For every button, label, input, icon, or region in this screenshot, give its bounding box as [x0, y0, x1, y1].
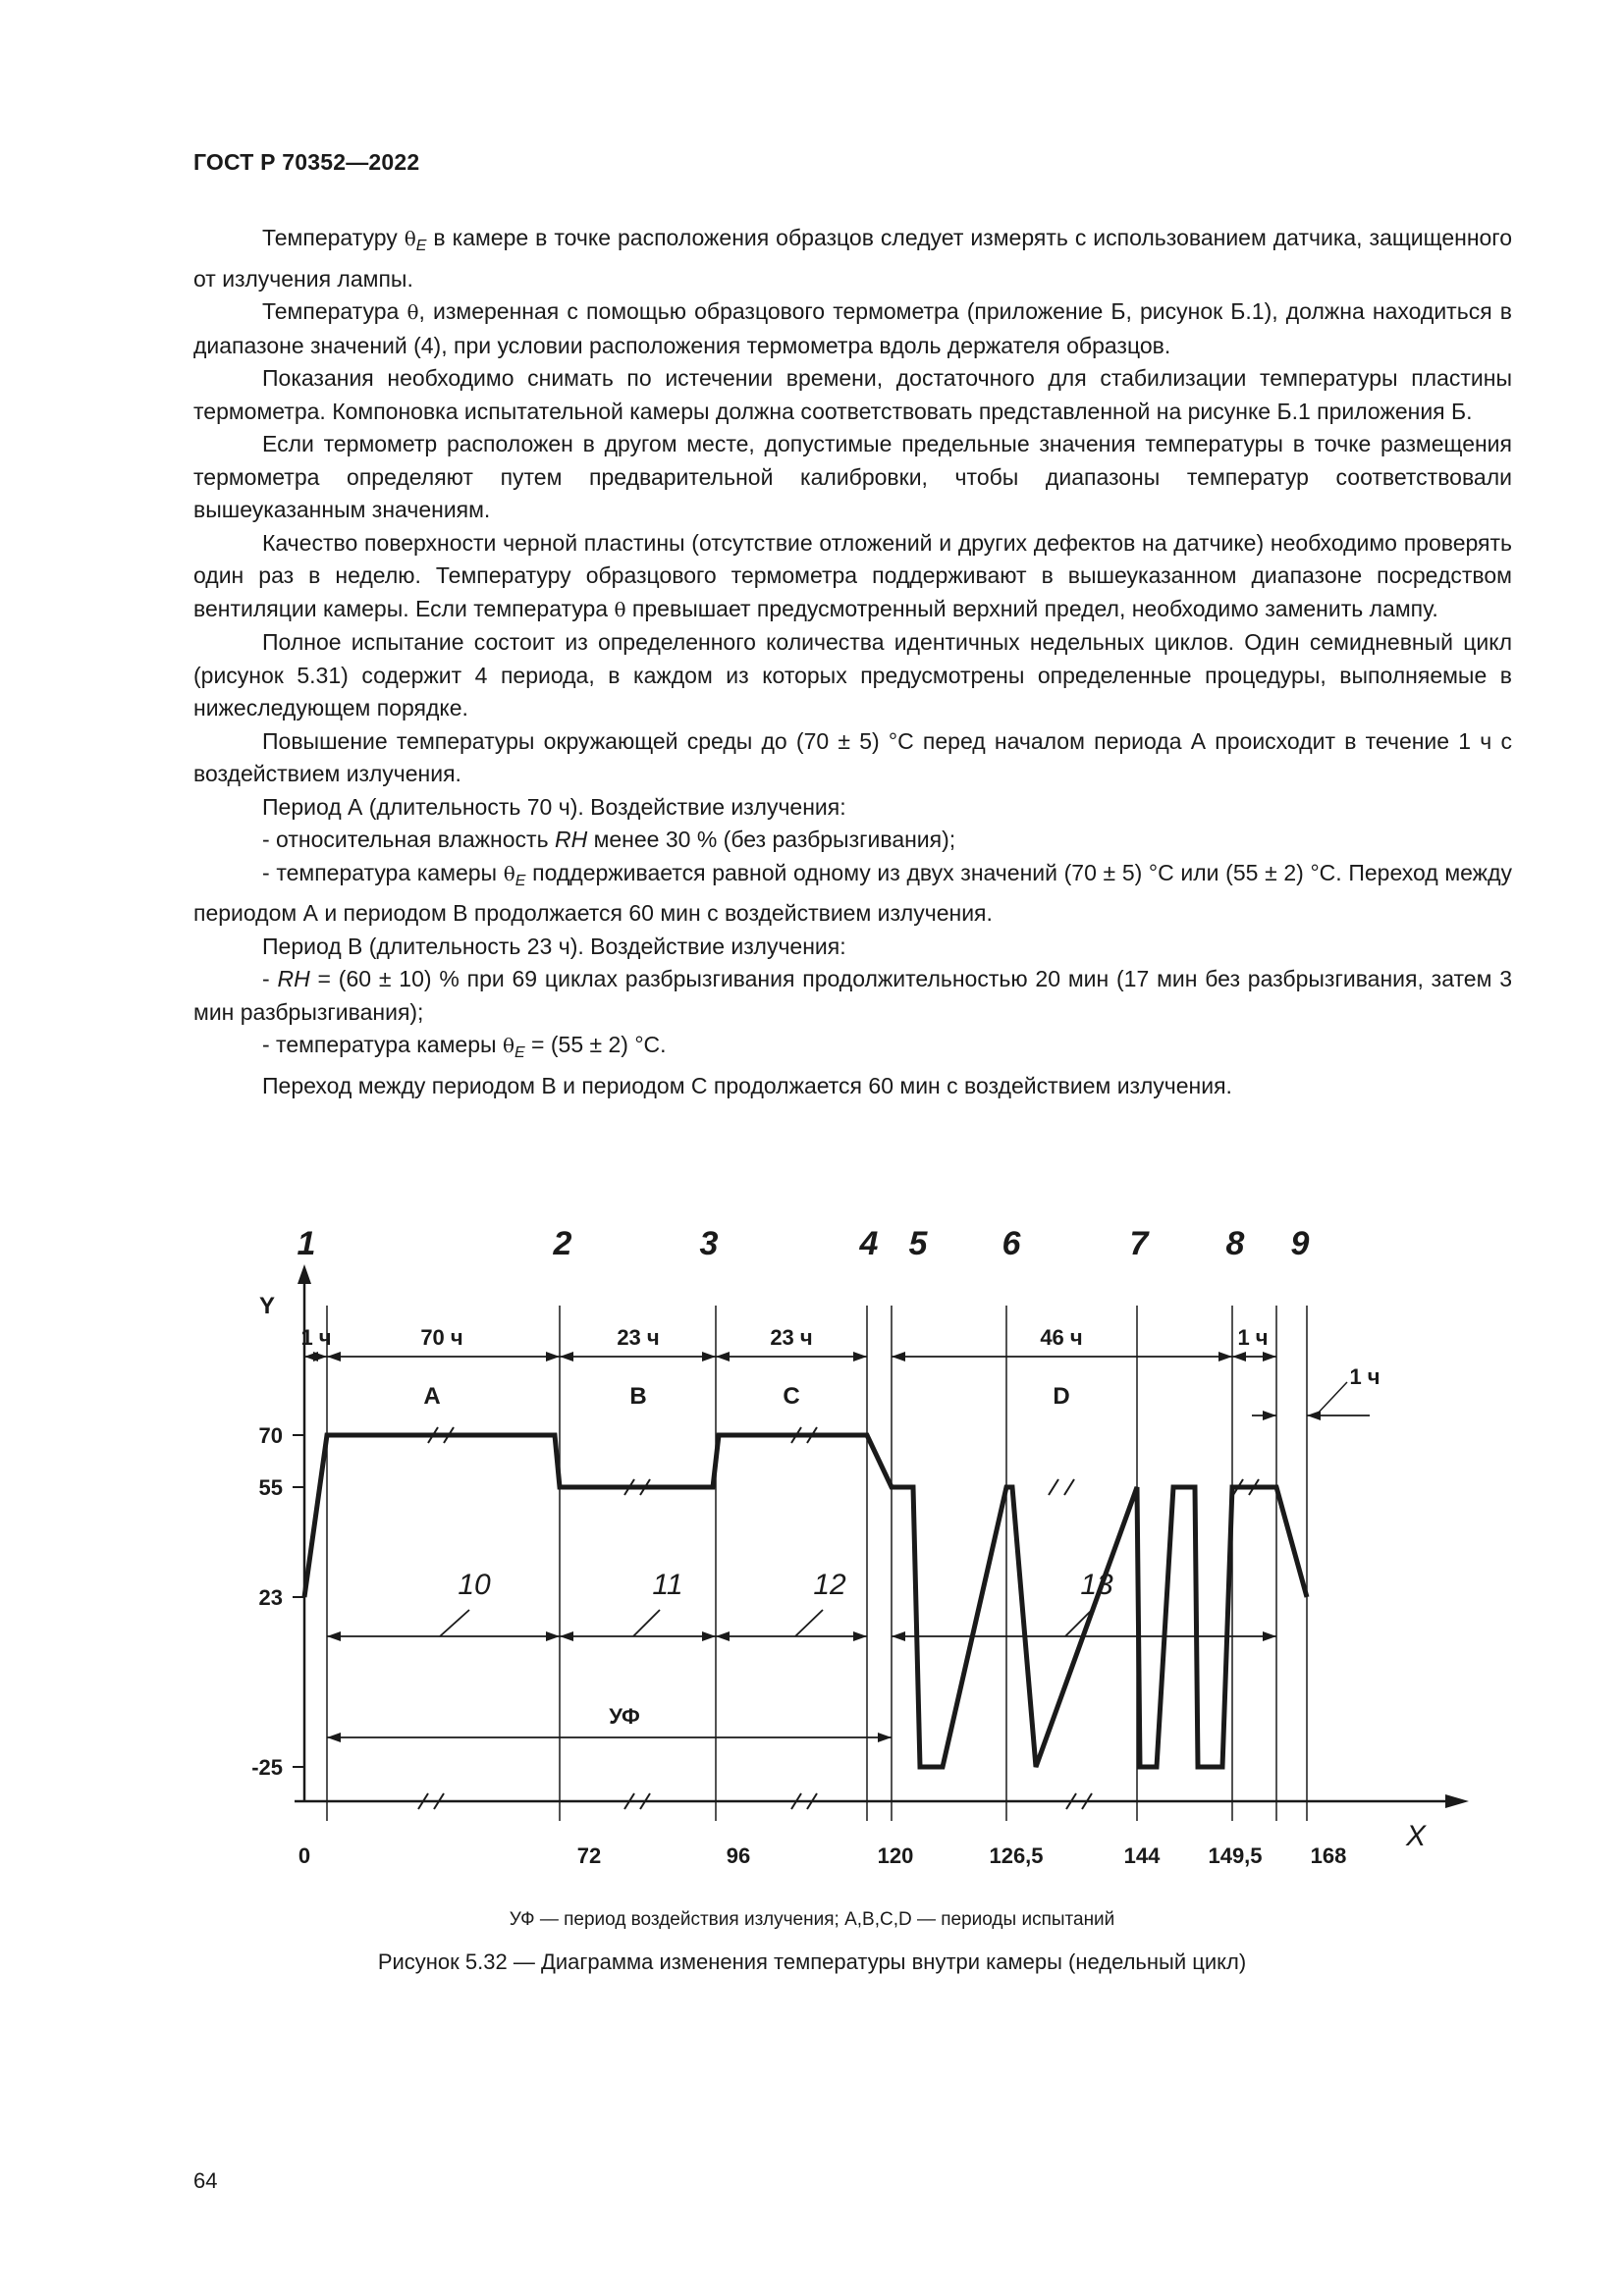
paragraph-text: в камере в точке расположения образцов следует измерять с использованием датчика, защищенного от излучения лампы. — [193, 225, 1512, 292]
body-text — [193, 222, 1512, 1102]
paragraph-text: Качество поверхности черной пластины (отсутствие отложений и других дефектов на датчике) необходимо проверять один раз в неделю. Температуру образцового термометра поддерживают в вышеуказанном диапазоне посредством вентиляции камеры. Если температура — [193, 529, 1512, 621]
duration-label: 23 ч — [770, 1325, 813, 1350]
paragraph — [193, 362, 1512, 428]
paragraph-text: Температуру — [262, 225, 405, 250]
marker-label: 2 — [553, 1225, 572, 1262]
paragraph — [193, 963, 1512, 1029]
y-tick-label: 55 — [258, 1475, 283, 1500]
callout-label: 11 — [652, 1569, 683, 1601]
figure-caption: Рисунок 5.32 — Диаграмма изменения температуры внутри камеры (недельный цикл) — [377, 1949, 1247, 1974]
period-label: D — [1053, 1383, 1070, 1410]
range-arrow-left — [892, 1631, 905, 1641]
duration-arrow-left — [560, 1352, 573, 1362]
temperature-line — [304, 1435, 1307, 1767]
uv-arrow-left — [327, 1733, 341, 1742]
duration-label: 70 ч — [420, 1325, 463, 1350]
paragraph — [193, 791, 1512, 825]
duration-arrow-right — [546, 1352, 560, 1362]
callout-leader — [795, 1610, 823, 1636]
curve-break-mark — [1049, 1479, 1058, 1495]
duration-arrow-left — [716, 1352, 730, 1362]
paragraph — [193, 931, 1512, 964]
paragraph-text: Температура — [262, 298, 407, 324]
paragraph-sub: E — [514, 1044, 525, 1061]
paragraph-text: - температура камеры — [262, 1032, 503, 1057]
figure-legend: УФ — период воздействия излучения; А,В,С,D — периоды испытаний — [509, 1909, 1115, 1930]
paragraph-sub: E — [415, 238, 427, 254]
callout-label: 13 — [1080, 1569, 1113, 1601]
paragraph — [193, 295, 1512, 362]
x-tick-label: 72 — [576, 1843, 602, 1868]
paragraph-text: Полное испытание состоит из определенного количества идентичных недельных циклов. Один семидневный цикл (рисунок 5.31) содержит 4 периода, в каждом из которых предусмотрены определенные процедуры, выполняемые в нижеследующем порядке. — [193, 629, 1512, 721]
paragraph-text: Повышение температуры окружающей среды до (70 ± 5) °С перед началом периода А происходит в течение 1 ч с воздействием излучения. — [193, 727, 1512, 786]
paragraph — [193, 428, 1512, 527]
paragraph — [193, 222, 1512, 295]
x-tick-label: 0 — [298, 1843, 311, 1868]
duration-arrow-right — [1218, 1352, 1232, 1362]
marker-label: 1 — [297, 1225, 316, 1262]
paragraph-theta: θ — [503, 861, 515, 885]
figure-temperature-diagram — [0, 1207, 1624, 1934]
marker-label: 7 — [1129, 1225, 1149, 1262]
page-number: 64 — [193, 2168, 218, 2193]
duration-label: 1 ч — [1349, 1364, 1380, 1389]
paragraph-sub: E — [514, 872, 526, 889]
duration-label: 46 ч — [1040, 1325, 1083, 1350]
callout-label: 12 — [813, 1569, 846, 1601]
duration-label: 1 ч — [1237, 1325, 1269, 1350]
range-arrow-left — [327, 1631, 341, 1641]
paragraph-text: Период А (длительность 70 ч). Воздействие излучения: — [262, 793, 846, 820]
x-axis-label: X — [1406, 1820, 1427, 1852]
duration-arrow-left — [892, 1352, 905, 1362]
paragraph — [193, 626, 1512, 725]
callout-leader — [440, 1610, 469, 1636]
paragraph-text: - — [262, 966, 278, 991]
paragraph-i: RH — [554, 827, 588, 852]
duration-label: 1 ч — [300, 1325, 332, 1350]
paragraph-text: Показания необходимо снимать по истечении времени, достаточного для стабилизации температуры пластины термометра. Компоновка испытательной камеры должна соответствовать представленной на рисунке Б.1 приложения Б. — [193, 365, 1512, 424]
paragraph — [193, 857, 1512, 931]
paragraph-text: Переход между периодом В и периодом С продолжается 60 мин с воздействием излучения. — [262, 1072, 1232, 1098]
duration-label: 23 ч — [617, 1325, 660, 1350]
paragraph — [193, 824, 1512, 857]
paragraph-text: = (60 ± 10) % при 69 циклах разбрызгивания продолжительностью 20 мин (17 мин без разбрызгивания, затем 3 мин разбрызгивания); — [193, 966, 1512, 1025]
marker-label: 6 — [1001, 1225, 1021, 1262]
paragraph — [193, 1029, 1512, 1070]
duration-arrow-right — [853, 1352, 867, 1362]
marker-label: 5 — [908, 1225, 928, 1262]
range-arrow-left — [716, 1631, 730, 1641]
callout-label: 10 — [458, 1569, 491, 1601]
paragraph-text: поддерживается равной одному из двух значений (70 ± 5) °С или (55 ± 2) °С. Переход между периодом А и периодом В продолжается 60 мин с воздействием излучения. — [193, 859, 1512, 926]
paragraph-text: = (55 ± 2) °С. — [524, 1032, 667, 1057]
range-arrow-right — [702, 1631, 716, 1641]
paragraph-text: - температура камеры — [262, 859, 504, 885]
period-label: B — [629, 1383, 647, 1410]
range-arrow-right — [853, 1631, 867, 1641]
y-axis-label: Y — [259, 1293, 276, 1319]
duration-arrow-right — [1263, 1352, 1276, 1362]
duration-leader — [1316, 1382, 1347, 1415]
paragraph-theta: θ — [502, 1034, 514, 1057]
duration-arrow-left — [1232, 1352, 1246, 1362]
paragraph-text: превышает предусмотренный верхний предел, необходимо заменить лампу. — [625, 595, 1438, 621]
paragraph-text: менее 30 % (без разбрызгивания); — [587, 827, 956, 852]
period-label: A — [423, 1383, 441, 1410]
duration-outer-arrow — [1263, 1411, 1276, 1420]
callout-leader — [633, 1610, 660, 1636]
x-axis-arrow — [1445, 1794, 1469, 1808]
x-tick-label: 120 — [877, 1843, 914, 1868]
duration-arrow-right — [313, 1352, 327, 1362]
range-arrow-left — [560, 1631, 573, 1641]
x-tick-label: 149,5 — [1208, 1843, 1263, 1868]
paragraph-text: Период В (длительность 23 ч). Воздействие излучения: — [262, 933, 846, 959]
y-tick-label: -25 — [251, 1755, 283, 1780]
y-tick-label: 70 — [258, 1423, 283, 1448]
uv-arrow-right — [878, 1733, 892, 1742]
uv-label: УФ — [609, 1704, 640, 1729]
paragraph-theta: θ — [404, 227, 416, 250]
document-header: ГОСТ Р 70352—2022 — [193, 149, 420, 175]
x-tick-label: 144 — [1123, 1843, 1161, 1868]
paragraph-theta: θ — [406, 300, 419, 324]
paragraph-text: Если термометр расположен в другом месте, допустимые предельные значения температуры в точке размещения термометра определяют путем предварительной калибровки, чтобы диапазоны температур соответствовали вышеуказанным значениям. — [193, 431, 1512, 522]
paragraph — [193, 725, 1512, 791]
curve-break-mark — [1064, 1479, 1074, 1495]
marker-label: 3 — [699, 1225, 719, 1262]
period-label: C — [783, 1383, 800, 1410]
temperature-chart — [0, 1207, 1624, 1934]
paragraph — [193, 527, 1512, 627]
paragraph-text: - относительная влажность — [262, 827, 555, 852]
x-tick-label: 96 — [726, 1843, 751, 1868]
y-axis-arrow — [298, 1264, 311, 1284]
marker-label: 8 — [1225, 1225, 1245, 1262]
paragraph — [193, 1070, 1512, 1103]
paragraph-text: , измеренная с помощью образцового термометра (приложение Б, рисунок Б.1), должна находиться в диапазоне значений (4), при условии расположения термометра вдоль держателя образцов. — [193, 298, 1512, 358]
x-tick-label: 126,5 — [989, 1843, 1044, 1868]
marker-label: 9 — [1290, 1225, 1310, 1262]
range-arrow-right — [1263, 1631, 1276, 1641]
y-tick-label: 23 — [258, 1585, 283, 1610]
marker-label: 4 — [859, 1225, 879, 1262]
x-tick-label: 168 — [1310, 1843, 1347, 1868]
duration-arrow-right — [702, 1352, 716, 1362]
duration-arrow-left — [327, 1352, 341, 1362]
paragraph-theta: θ — [614, 597, 626, 621]
range-arrow-right — [546, 1631, 560, 1641]
paragraph-i: RH — [277, 966, 310, 991]
